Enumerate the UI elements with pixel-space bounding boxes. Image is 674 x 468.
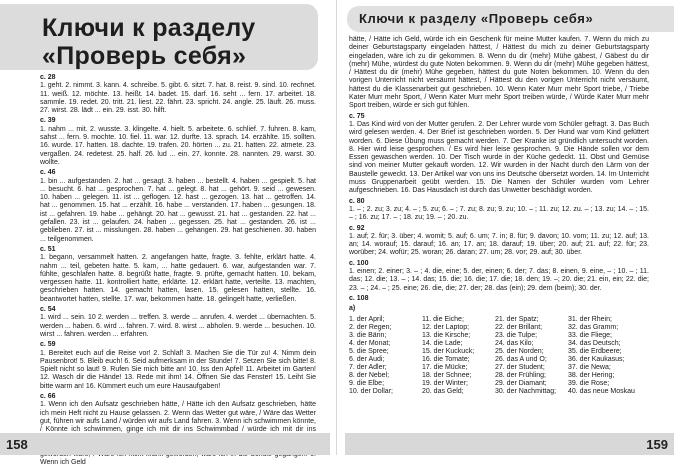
table-cell: 1. der April; [349, 315, 385, 323]
table-cell: 26. das A und O; [495, 355, 547, 363]
left-page-title [42, 14, 255, 70]
section-heading: с. 59 [40, 341, 56, 349]
table-cell: 31. der Rhein; [568, 315, 612, 323]
section-heading: с. 66 [40, 392, 56, 400]
table-row [349, 332, 641, 340]
table-row [349, 388, 641, 396]
table-row [349, 324, 641, 332]
table-cell: 34. das Deutsch; [568, 339, 621, 347]
right-page [337, 0, 674, 455]
section-heading: с. 54 [40, 306, 56, 314]
left-title-banner [0, 4, 318, 70]
section-heading: с. 46 [40, 169, 56, 177]
table-cell: 16. die Tomate; [422, 355, 470, 363]
answer-block: 1. nahm ... mit. 2. wusste. 3. klingelte. 4. hielt. 5. arbeitete. 6. schlief. 7. fuhren. 8. kam, sahst ... fern. 9. mochte. 10. fiel. 11. war. 12. durfte. 13. sprach. 14. erzählte. 15. sollten. 16. wurde. 17. hatten. 18. dachte. 19. trafen. 20. hörten ... zu. 21. hatten. 22. atmete. 23. vergaßen. 24. redetest. 25. half. 26. lud ... ein. 27. konnte. 28. nannten. 29. warst. 30. wollte. [40, 125, 316, 166]
title-line-2: «Проверь себя» [42, 42, 247, 70]
table-cell: 36. der Kaukasus; [568, 355, 625, 363]
section-heading: с. 39 [40, 117, 56, 125]
section-heading: с. 28 [40, 74, 56, 81]
table-cell: 29. der Diamant; [495, 379, 547, 387]
table-row [349, 348, 641, 356]
table-cell: 12. der Laptop; [422, 323, 470, 331]
table-cell: 6. der Audi; [349, 355, 385, 363]
table-cell: 33. die Fliege; [568, 331, 612, 339]
table-cell: 11. die Eiche; [422, 315, 464, 323]
table-cell: 17. die Mücke; [422, 363, 468, 371]
answer-block: 1. wird ... sein. 10 2. werden ... treffen. 3. werde ... anrufen. 4. werdet ... übernachten. 5. werden ... haben. 6. wird ... fahren. 7. wird. 8. wirst ... abholen. 9. werde ... besuchen. 10. wirst ... fahren. werden ... erfahren. [40, 314, 316, 338]
table-cell: 18. der Schnee; [422, 371, 472, 379]
table-row [349, 364, 641, 372]
table-cell: 15. der Kuckuck; [422, 347, 475, 355]
answer-block: 1. – ; 2. zu; 3. zu; 4. – ; 5. zu; 6. – ; 7. zu; 8. zu; 9. zu; 10. – ; 11. zu; 12. zu. – ; 13. zu; 14. – ; 15. – ; 16. zu; 17. – ; 18. zu; 19. – ; 20. zu. [349, 205, 649, 222]
table-cell: 2. der Regen; [349, 323, 392, 331]
section-heading: с. 100 [349, 259, 369, 267]
table-cell: 9. die Elbe; [349, 379, 385, 387]
section-heading: с. 51 [40, 245, 56, 253]
table-cell: 20. das Geld; [422, 387, 464, 395]
table-cell: 13. die Kirsche; [422, 331, 471, 339]
right-content [349, 36, 649, 396]
table-row [349, 316, 641, 324]
answer-block-continued: hätte, / Hätte ich Geld, würde ich ein Geschenk für meine Mutter kaufen. 7. Wenn du mich zu deiner Geburtstagsparty eingeladen hättest, / Hättest du mich zu deiner Geburtstagsparty eingeladen, wäre ich zu dir gekommen. 8. Wenn du dir (mehr) Mühe gäbest, / Gäbest du dir (mehr) Mühe, würdest du gute Noten bekommen. 9. Wenn du dir (mehr) Mühe gegeben hättest, / Hättest du dir (mehr) Mühe gegeben, hättest du gute Noten bekommen. 10. Wenn du den vorigen Unterricht nicht versäumt hättest, / Hättest du den vorigen Unterricht nicht versäumt, hättest du die Klassenarbeit gut geschrieben. 10. Wenn Kater Murr mehr Sport triebe, / Triebe Kater Murr mehr Sport, / Wenn Kater Murr mehr Sport treiben würde, / Würde Kater Murr mehr Sport treiben, würde er sich gut fühlen. [349, 36, 649, 110]
section-heading: с. 80 [349, 197, 365, 205]
section-heading: с. 75 [349, 112, 365, 120]
table-cell: 22. der Brillant; [495, 323, 543, 331]
table-cell: 28. der Frühling; [495, 371, 546, 379]
table-cell: 7. der Adler; [349, 363, 387, 371]
table-row [349, 340, 641, 348]
table-row [349, 372, 641, 380]
left-footer-bar [0, 433, 330, 455]
answer-block: 1. bin ... aufgestanden. 2. hat ... gesagt. 3. haben ... bestellt. 4. haben ... gespielt. 5. hat ... besucht. 6. hat ... gesprochen. 7. hat ... gelegt. 8. hat ... gehört. 9. seid ... gewesen. 10. haben ... gelegen. 11. ist ... geflogen. 12. hast ... gezogen. 13. hat ... getroffen. 14. hat ... genommen. 15. hat ... erzählt. 16. habe ... verstanden. 17. haben ... gesungen. 18. ist ... gefahren. 19. habe ... gehängt. 20. hat ... gewusst. 21. hat ... gestanden. 22. hat ... gefallen. 23. ist ... gelaufen. 24. haben ... gegessen. 25. hat ... gestanden. 26. ist ... geblieben. 27. ist ... misslungen. 28. haben ... gehangen. 29. hat geschienen. 30. haben ... teilgenommen. [40, 177, 316, 243]
table-cell: 8. der Nebel; [349, 371, 390, 379]
table-cell: 14. die Lade; [422, 339, 463, 347]
right-title-banner [347, 6, 674, 32]
table-cell: 32. das Gramm; [568, 323, 619, 331]
table-cell: 24. das Kilo; [495, 339, 534, 347]
noun-gender-table [349, 316, 641, 396]
section-heading: с. 92 [349, 224, 365, 232]
table-cell: 40. das neue Moskau [568, 387, 635, 395]
answer-block: 1. Wenn ich den Aufsatz geschrieben hätte, / Hätte ich den Aufsatz geschrieben, hätte ich mein Heft nicht zu Hause gelassen. 2. Wenn das Wetter gut wäre, / Wäre das Wetter gut, führen wir aufs Land / würden wir aufs Land fahren. 3. Wenn ich schwimmen könnte, / Könnte ich schwimmen, ginge ich mit dir ins Schwimmbad / würde ich mit dir ins Wenn ich Geld [40, 401, 316, 467]
left-content [40, 72, 316, 468]
left-page-number: 158 [6, 437, 28, 452]
table-row [349, 380, 641, 388]
table-cell: 30. der Nachmittag; [495, 387, 557, 395]
table-cell: 38. der Hering; [568, 371, 615, 379]
table-cell: 37. die Newa; [568, 363, 611, 371]
table-cell: 25. der Norden; [495, 347, 544, 355]
left-page [0, 0, 337, 467]
section-heading: с. 108 [349, 294, 369, 302]
table-cell: 10. der Dollar; [349, 387, 393, 395]
answer-block: 1. Das Kind wird von der Mutter gerufen. 2. Der Lehrer wurde vom Schüler gefragt. 3. Das Buch wird gelesen werden. 4. Der Brief ist geschrieben worden. 5. Der Hund war vom Kind gefüttert worden. 6. Diese Übung muss gemacht werden. 7. Der Kranke ist gründlich untersucht worden. 8. Hier wird leise gesprochen. / Es wird hier leise gesprochen. 9. Die Hände sollen vor dem Essen gewaschen werden. 10. Der Tisch wurde in der Küche gedeckt. 11. Obst und Gemüse sind von meiner Mutter gekauft worden. 12. Wir wurden in der Nacht durch den Lärm von der Baustelle geweckt. 13. Der Artikel war von uns ins Deutsche übersetzt worden. 14. Im Unterricht muss Gruppenarbeit geübt werden. 15. Die Namen der Schüler wurden vom Lehrer aufgeschrieben. 16. Das Hausdach ist durch das Unwetter beschädigt worden. [349, 120, 649, 195]
table-cell: 5. die Spree; [349, 347, 389, 355]
answer-block: 1. geht. 2. nimmt. 3. kann. 4. schreibe. 5. gibt. 6. sitzt. 7. hat. 8. reist. 9. sind. 10. rechnet. 11. weiß. 12. möchte. 13. heißt. 14. badet. 15. darf. 16. seht ... fern. 17. arbeitet. 18. sammle. 19. redet. 20. tritt. 21. liest. 22. fährt. 23. spricht. 24. angle. 25. läuft. 26. muss. 27. wirst. 28. lädt ... ein. 29. isst. 30. hilft. [40, 82, 316, 115]
table-row [349, 356, 641, 364]
table-cell: 21. der Spatz; [495, 315, 539, 323]
table-cell: 19. der Winter; [422, 379, 468, 387]
right-page-number: 159 [646, 437, 668, 452]
subsection-label: a) [349, 305, 356, 313]
table-cell: 4. der Monat; [349, 339, 391, 347]
table-cell: 39. die Rose; [568, 379, 610, 387]
table-cell: 27. der Student; [495, 363, 545, 371]
right-page-title: Ключи к разделу «Проверь себя» [359, 11, 594, 26]
table-cell: 23. die Tulpe; [495, 331, 538, 339]
table-cell: 35. die Erdbeere; [568, 347, 622, 355]
answer-block: 1. auf; 2. für; 3. über; 4. womit; 5. auf; 6. um; 7. in; 8. für; 9. davon; 10. vom; 11. zu; 12. auf; 13. an; 14. worauf; 15. darauf; 16. an; 17. an; 18. darauf; 19. über; 20. auf; 21. auf; 22. für; 23. worüber; 24. wofür; 25. woran; 26. daran; 27. um; 28. vor; 29. auf; 30. über. [349, 232, 649, 257]
answer-block: 1. einen; 2. einer; 3. – ; 4. die, eine; 5. der, einen; 6. der; 7. das; 8. einen, 9. eine, – ; 10. – ; 11. das; 12. die; 13. – ; 14. das; 15. die; 16. die; 17. die; 18. den; 19. –; 20. die; 21. ein, ein; 22. die; 23. – ; 24. – ; 25. eine; 26. die, die; 27. der; 28. das (ein); 29. dem (beim); 30. der. [349, 268, 649, 292]
title-line-1: Ключи к разделу [42, 14, 256, 42]
right-footer-bar [345, 433, 674, 455]
answer-block: 1. begann, versammelt hatten. 2. angefangen hatte, fragte. 3. fehlte, erklärt hatte. 4. nahm ... teil, gebeten hatte. 5. kam, ... hatte gedauert. 6. war, aufgestanden war. 7. fühlte, geschlafen hatte. 8. begrüßt hatte, fragte. 9. prüfte, gemacht hatten. 10. bekam, vergessen hatte. 11. kontrolliert hatte, erklärte. 12. erklärt hatte, verteilte. 13. machten, geschrieben hatten. 14. gemacht hatten, lasen. 15. gelesen hatten, stellte. 16. beantwortet hatten, stellte. 17. war, bekommen hatte. 18. gelingelt hatte, verließen. [40, 254, 316, 303]
answer-block: 1. Bereitet euch auf die Reise vor! 2. Schlaf! 3. Machen Sie die Tür zu! 4. Nimm dein Pausenbrot! 5. Bleib euch! 6. Seid aufmerksam in der Stunde! 7. Setzen Sie sich bitte! 8. Spielt nicht so laut! 9. Rufen Sie mich bitte an! 10. Iss den Apfel! 11. Arbeitet im Garten! 12. Wasch dir die Hände! 13. Rede mit ihm! 14. Öffnen Sie das Fenster! 15. Leiht Sie bitte warm an! 16. Kümmert euch um eure Hausaufgaben! [40, 349, 316, 390]
table-cell: 3. die Bärin; [349, 331, 387, 339]
